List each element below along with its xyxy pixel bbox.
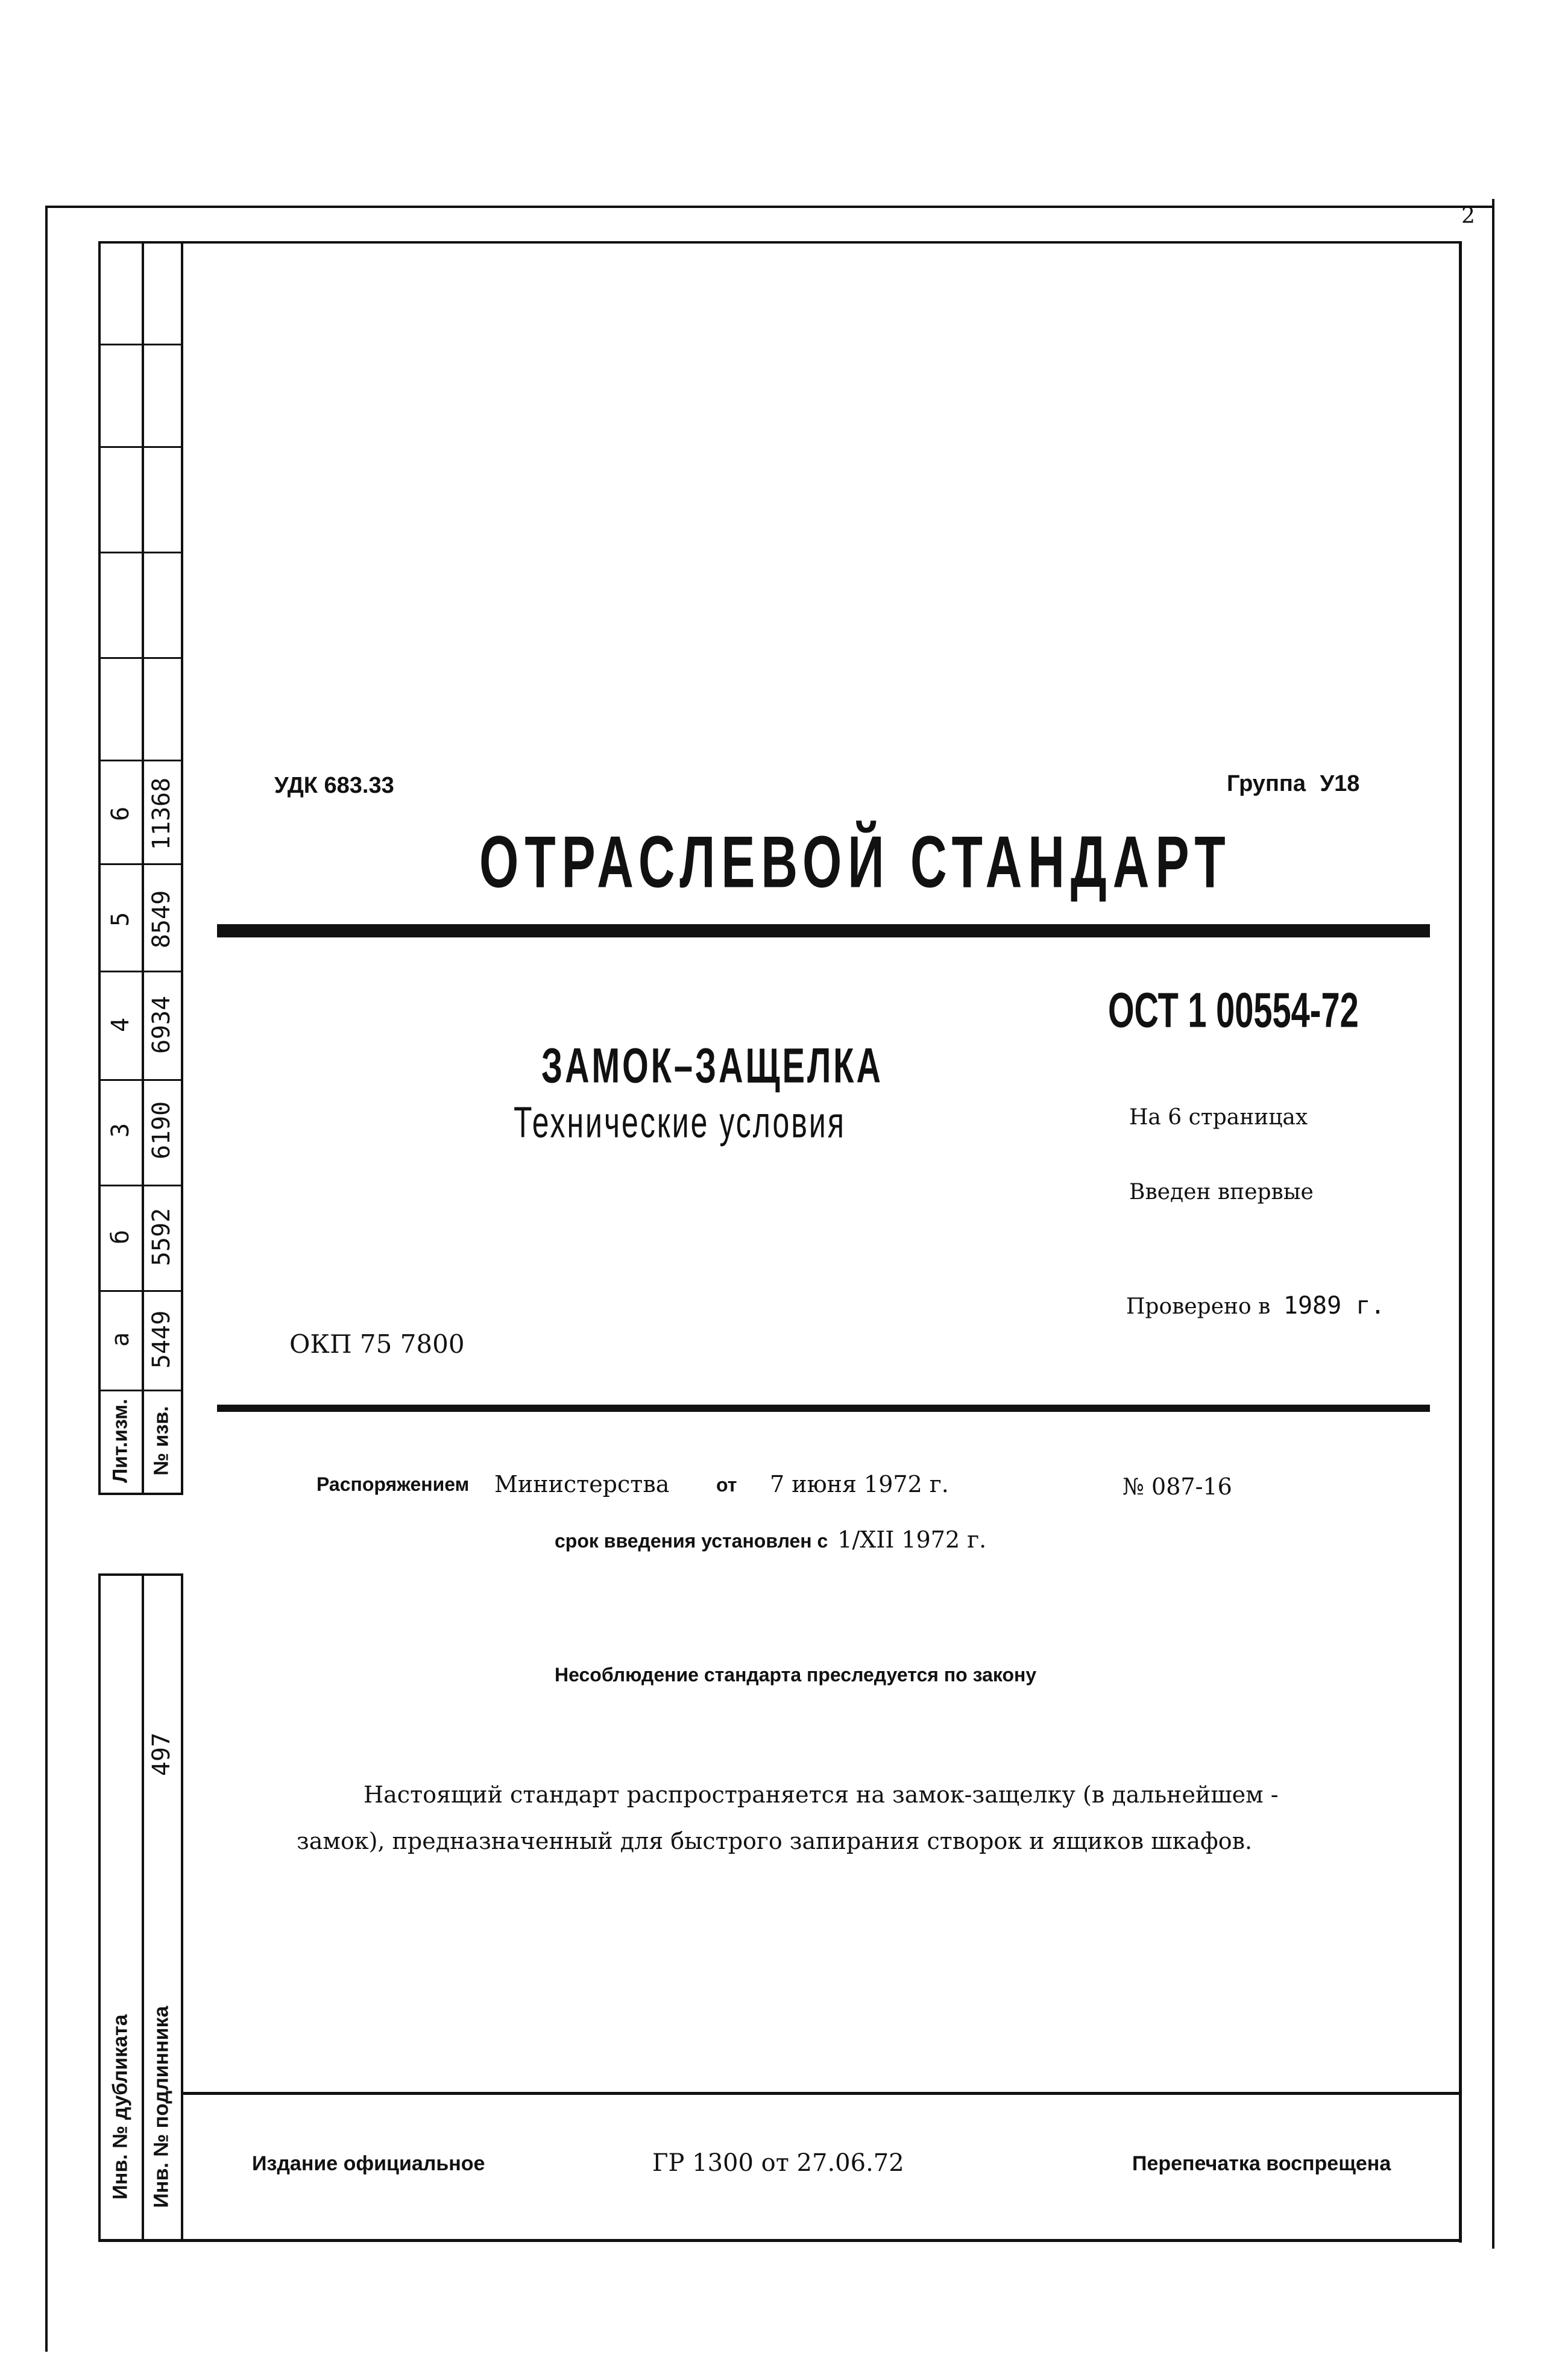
duplicate-number: 497 bbox=[148, 1732, 175, 1777]
checked-note: Проверено в 1989 г. bbox=[1126, 1292, 1385, 1320]
stamp-lit-6: 6 bbox=[107, 806, 134, 822]
okp-code: ОКП 75 7800 bbox=[289, 1329, 465, 1359]
term-date: 1/XII 1972 г. bbox=[837, 1526, 987, 1553]
udk: УДК 683.33 bbox=[274, 773, 394, 798]
group-value: У18 bbox=[1320, 771, 1360, 796]
order-line bbox=[316, 1471, 469, 1496]
outer-frame-top bbox=[45, 206, 1492, 208]
stamp-inv-8549: 8549 bbox=[148, 890, 175, 949]
stamp-lit-a: а bbox=[107, 1332, 134, 1347]
term-line bbox=[555, 1526, 986, 1553]
introduced-note: Введен впервые bbox=[1129, 1180, 1314, 1204]
stamp-header-lit: Лит.изм. bbox=[109, 1399, 132, 1483]
stamp-inv-6934: 6934 bbox=[148, 995, 175, 1054]
title-rule bbox=[217, 924, 1430, 937]
edition-note: Издание официальное bbox=[252, 2152, 485, 2175]
body-line-1: Настоящий стандарт распространяется на замок-защелку (в дальнейшем - bbox=[364, 1781, 1279, 1808]
gr-registration: ГР 1300 от 27.06.72 bbox=[652, 2149, 904, 2177]
outer-frame-right bbox=[1492, 199, 1494, 2249]
group-label: Группа bbox=[1227, 771, 1306, 796]
main-frame-right bbox=[1459, 241, 1462, 2243]
main-frame-bottom bbox=[98, 2239, 1462, 2242]
stamp-lit-b: б bbox=[107, 1229, 134, 1245]
footer-rule bbox=[183, 2092, 1461, 2095]
original-label: Инв. № подлинника bbox=[150, 2006, 173, 2208]
order-authority: Министерства bbox=[494, 1471, 670, 1497]
reprint-note: Перепечатка воспрещена bbox=[1132, 2152, 1391, 2175]
stamp-lit-3: 3 bbox=[107, 1123, 134, 1138]
group bbox=[1227, 770, 1359, 797]
order-from-label: от bbox=[716, 1474, 737, 1496]
stamp-inv-11368: 11368 bbox=[148, 777, 175, 851]
page-number: 2 bbox=[1461, 204, 1475, 228]
standard-code: ОСТ 1 00554-72 bbox=[1108, 982, 1359, 1038]
stamp-header-inv: № изв. bbox=[150, 1406, 173, 1476]
stamp-inv-5449: 5449 bbox=[148, 1310, 175, 1369]
stamp-inv-5592: 5592 bbox=[148, 1208, 175, 1267]
stamp-lit-4: 4 bbox=[107, 1017, 134, 1033]
outer-frame-left bbox=[45, 206, 48, 2352]
pages-count: На 6 страницах bbox=[1129, 1105, 1308, 1130]
stamp-inv-6190: 6190 bbox=[148, 1101, 175, 1160]
body-line-2: замок), предназначенный для быстрого запирания створок и ящиков шкафов. bbox=[297, 1828, 1253, 1854]
term-label: срок введения установлен с bbox=[555, 1530, 828, 1552]
stamp-lit-5: 5 bbox=[107, 912, 134, 927]
law-warning: Несоблюдение стандарта преследуется по закону bbox=[555, 1664, 1037, 1686]
standard-subtitle: Технические условия bbox=[514, 1098, 846, 1147]
duplicate-label: Инв. № дубликата bbox=[109, 2014, 132, 2200]
doc-title: ОТРАСЛЕВОЙ СТАНДАРТ bbox=[479, 820, 1232, 903]
order-rule bbox=[217, 1405, 1430, 1412]
order-label: Распоряжением bbox=[316, 1473, 470, 1495]
main-frame-top bbox=[98, 241, 1462, 244]
standard-name: ЗАМОК–ЗАЩЕЛКА bbox=[541, 1038, 883, 1093]
order-date: 7 июня 1972 г. bbox=[770, 1471, 949, 1497]
order-number: № 087-16 bbox=[1122, 1473, 1232, 1500]
